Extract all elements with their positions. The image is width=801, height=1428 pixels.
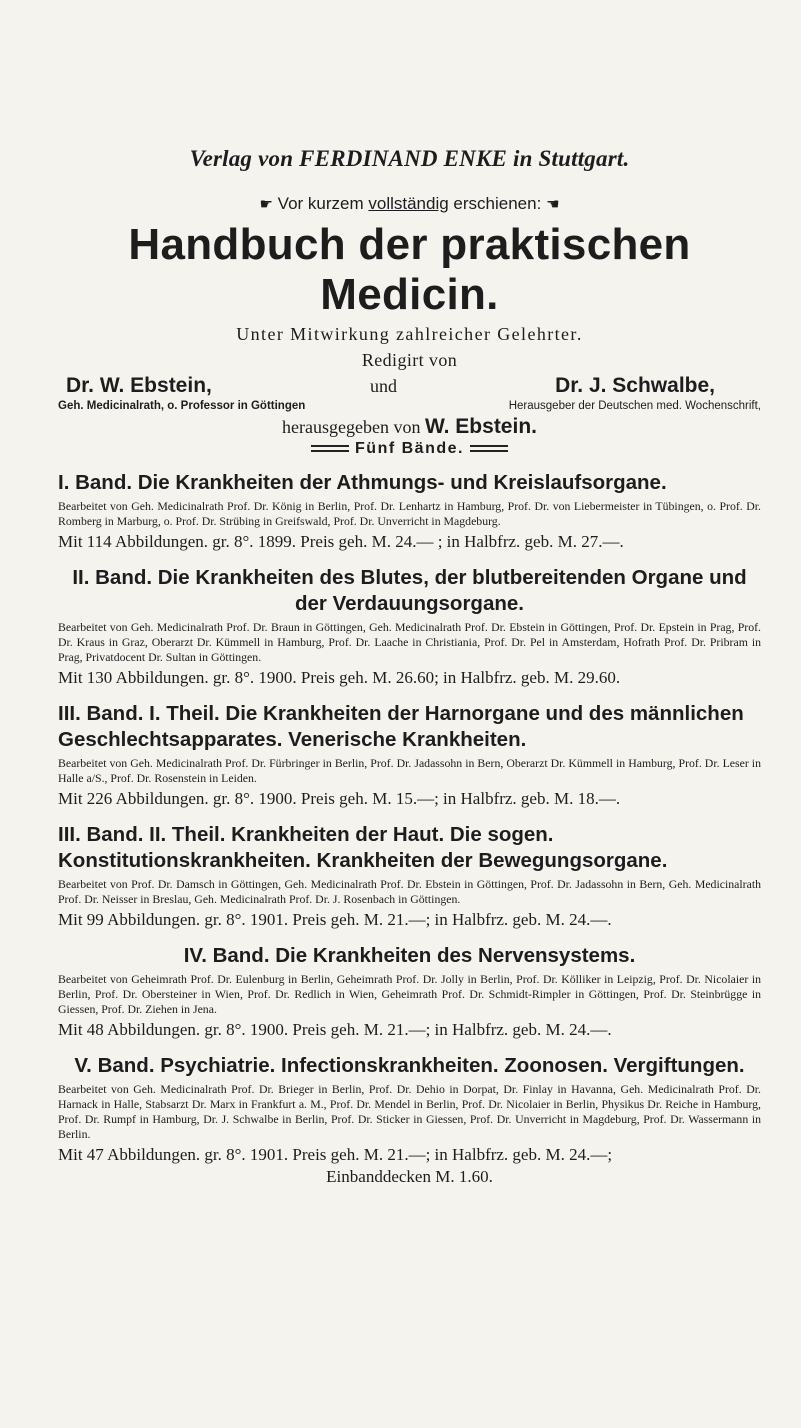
band-3-1-title: III. Band. I. Theil. Die Krankheiten der Harnorgane und des männlichen Geschlechtsapparates. Venerische Krankheiten. (58, 702, 744, 751)
announcement-underlined: vollständig (368, 194, 449, 213)
editors-and: und (369, 376, 397, 396)
editor-schwalbe: Dr. J. Schwalbe, (555, 374, 715, 397)
published-by-line (58, 414, 761, 440)
band-1-contributors: Bearbeitet von Geh. Medicinalrath Prof. Dr. König in Berlin, Prof. Dr. Lenhartz in Hamburg, Prof. Dr. von Liebermeister in Tübingen, o. Prof. Dr. Romberg in Marburg, o. Prof. Dr. Strübing in Greifswald, Prof. Dr. Unverricht in Magdeburg. (58, 499, 761, 528)
band-5 (58, 1053, 761, 1188)
band-4-price: Mit 48 Abbildungen. gr. 8°. 1900. Preis geh. M. 21.—; in Halbfrz. geb. M. 24.—. (58, 1020, 612, 1039)
editors-affiliations (58, 400, 761, 412)
band-5-price: Mit 47 Abbildungen. gr. 8°. 1901. Preis geh. M. 21.—; in Halbfrz. geb. M. 24.—; (58, 1145, 613, 1164)
band-5-title: V. Band. Psychiatrie. Infectionskrankheiten. Zoonosen. Vergiftungen. (74, 1054, 745, 1077)
band-3-1 (58, 701, 761, 810)
pointing-hand-right-icon: ☛ (259, 195, 273, 213)
announcement (58, 194, 761, 214)
band-1 (58, 470, 761, 553)
collaboration-line: Unter Mitwirkung zahlreicher Gelehrter. (236, 324, 583, 344)
band-1-title: I. Band. Die Krankheiten der Athmungs- und Kreislaufsorgane. (58, 471, 667, 494)
editors-row (58, 374, 761, 398)
editor-ebstein: Dr. W. Ebstein, (66, 374, 212, 397)
announcement-post: erschienen: (448, 194, 542, 213)
band-4 (58, 943, 761, 1041)
band-5-cover-price: Einbanddecken M. 1.60. (326, 1167, 493, 1186)
book-title: Handbuch der praktischen Medicin. (128, 220, 691, 319)
band-3-2-title: III. Band. II. Theil. Krankheiten der Haut. Die sogen. Konstitutionskrankheiten. Krankheiten der Bewegungsorgane. (58, 823, 668, 872)
double-rule-right (470, 445, 508, 452)
band-3-2-price: Mit 99 Abbildungen. gr. 8°. 1901. Preis geh. M. 21.—; in Halbfrz. geb. M. 24.—. (58, 910, 612, 929)
band-3-2 (58, 822, 761, 931)
band-4-title: IV. Band. Die Krankheiten des Nervensystems. (183, 944, 636, 967)
double-rule-left (311, 445, 349, 452)
band-5-contributors: Bearbeitet von Geh. Medicinalrath Prof. Dr. Brieger in Berlin, Prof. Dr. Dehio in Dorpat, Dr. Finlay in Havanna, Geh. Medicinalrath Prof. Dr. Harnack in Halle, Stabsarzt Dr. Marx in Frankfurt a. M., Prof. Dr. Mendel in Berlin, Prof. Dr. Nicolaier in Berlin, Physikus Dr. Reiche in Hamburg, Prof. Dr. Rumpf in Hamburg, Dr. J. Schwalbe in Berlin, Prof. Dr. Sticker in Giessen, Prof. Dr. Unverricht in Magdeburg, Prof. Dr. Wassermann in Berlin. (58, 1082, 761, 1141)
volumes-label: Fünf Bände. (355, 440, 464, 457)
pointing-hand-left-icon: ☚ (546, 195, 560, 213)
band-2-contributors: Bearbeitet von Geh. Medicinalrath Prof. Dr. Braun in Göttingen, Geh. Medicinalrath Prof. Dr. Ebstein in Göttingen, Prof. Dr. Epstein in Prag, Prof. Dr. Kraus in Graz, Oberarzt Dr. Kümmell in Hamburg, Prof. Dr. Laache in Christiania, Prof. Dr. Pel in Amsterdam, Hofrath Prof. Dr. Pribram in Prag, Privatdocent Dr. Sultan in Göttingen. (58, 620, 761, 664)
band-2 (58, 565, 761, 689)
band-2-title: II. Band. Die Krankheiten des Blutes, der blutbereitenden Organe und der Verdauungsorgane. (72, 566, 747, 615)
published-by-name: W. Ebstein. (424, 415, 537, 438)
announcement-pre: Vor kurzem (277, 194, 369, 213)
band-1-price: Mit 114 Abbildungen. gr. 8°. 1899. Preis geh. M. 24.— ; in Halbfrz. geb. M. 27.—. (58, 532, 624, 551)
edited-by-line: Redigirt von (361, 350, 458, 370)
affiliation-ebstein: Geh. Medicinalrath, o. Professor in Göttingen (58, 400, 306, 412)
band-3-1-contributors: Bearbeitet von Geh. Medicinalrath Prof. Dr. Fürbringer in Berlin, Prof. Dr. Jadassohn in Bern, Oberarzt Dr. Kümmell in Hamburg, Prof. Dr. Leser in Halle a/S., Prof. Dr. Rosenstein in Leiden. (58, 756, 761, 785)
band-4-contributors: Bearbeitet von Geheimrath Prof. Dr. Eulenburg in Berlin, Geheimrath Prof. Dr. Jolly in Berlin, Prof. Dr. Kölliker in Leipzig, Prof. Dr. Nicolaier in Berlin, Prof. Dr. Obersteiner in Wien, Prof. Dr. Redlich in Wien, Geheimrath Prof. Dr. Schmidt-Rimpler in Göttingen, Prof. Dr. Steinbrügge in Giessen, Prof. Dr. Ziehen in Jena. (58, 972, 761, 1016)
publisher-line: Verlag von FERDINAND ENKE in Stuttgart. (189, 146, 630, 171)
band-2-price: Mit 130 Abbildungen. gr. 8°. 1900. Preis geh. M. 26.60; in Halbfrz. geb. M. 29.60. (58, 668, 621, 687)
affiliation-schwalbe: Herausgeber der Deutschen med. Wochenschrift, (508, 400, 761, 412)
band-3-2-contributors: Bearbeitet von Prof. Dr. Damsch in Göttingen, Geh. Medicinalrath Prof. Dr. Ebstein in Göttingen, Prof. Dr. Jadassohn in Bern, Geh. Medicinalrath Prof. Dr. Neisser in Breslau, Geh. Medicinalrath Prof. Dr. J. Rosenbach in Göttingen. (58, 877, 761, 906)
volumes-line (58, 440, 761, 458)
published-by-label: herausgegeben von (282, 417, 421, 437)
band-3-1-price: Mit 226 Abbildungen. gr. 8°. 1900. Preis geh. M. 15.—; in Halbfrz. geb. M. 18.—. (58, 789, 621, 808)
